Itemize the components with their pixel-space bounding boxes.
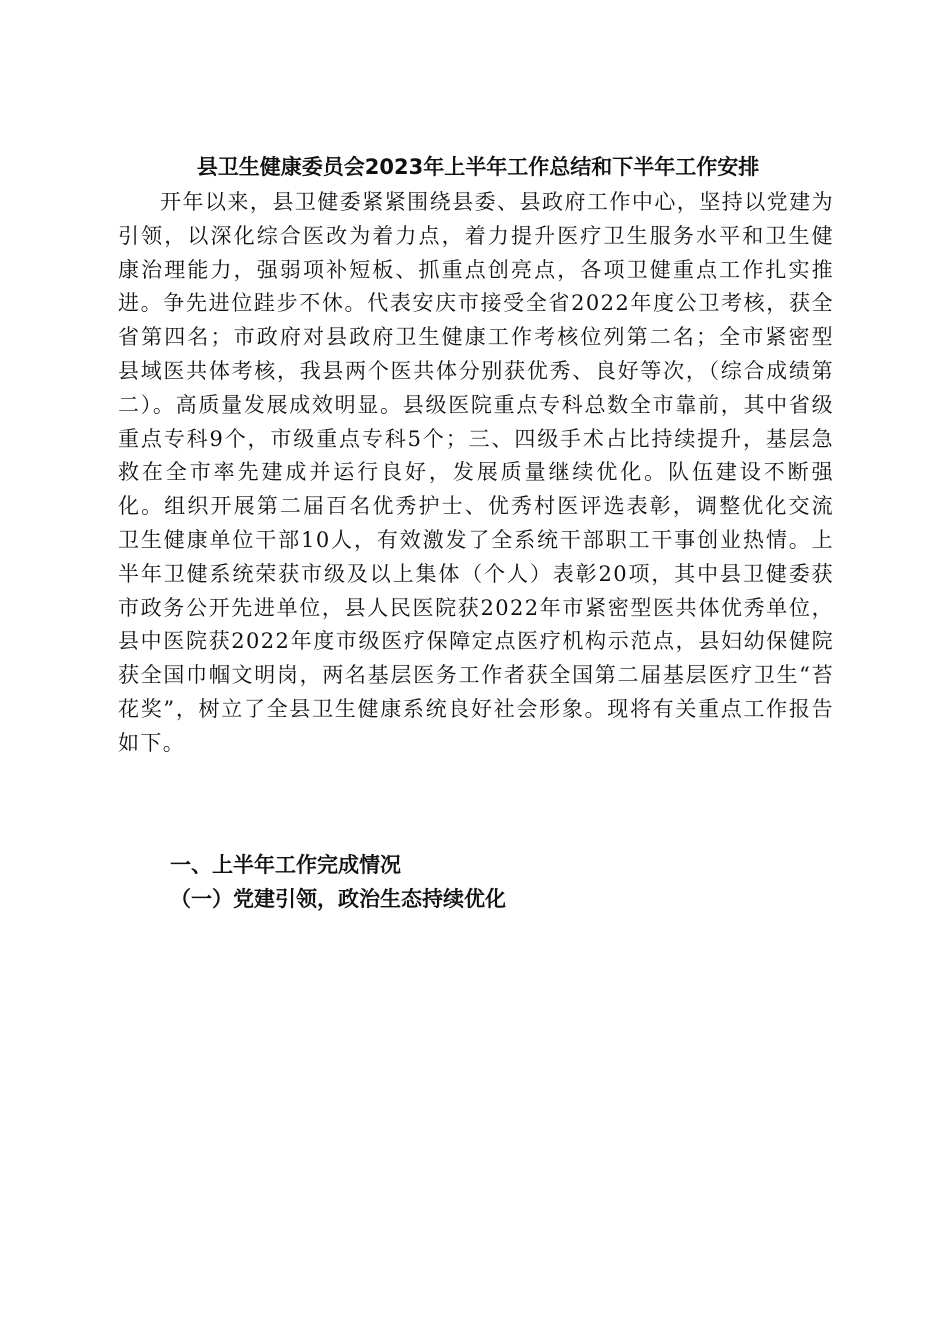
intro-paragraph: 开年以来，县卫健委紧紧围绕县委、县政府工作中心，坚持以党建为引领，以深化综合医改为着力点，着力提升医疗卫生服务水平和卫生健康治理能力，强弱项补短板、抓重点创亮点，各项卫健重点工作扎实推进。争先进位跬步不休。代表安庆市接受全省2022年度公卫考核，获全省第四名；市政府对县政府卫生健康工作考核位列第二名；全市紧密型县域医共体考核，我县两个医共体分别获优秀、良好等次，（综合成绩第二）。高质量发展成效明显。县级医院重点专科总数全市靠前，其中省级重点专科9个，市级重点专科5个；三、四级手术占比持续提升，基层急救在全市率先建成并运行良好，发展质量继续优化。队伍建设不断强化。组织开展第二届百名优秀护士、优秀村医评选表彰，调整优化交流卫生健康单位干部10人，有效激发了全系统干部职工干事创业热情。上半年卫健系统荣获市级及以上集体（个人）表彰20项，其中县卫健委获市政务公开先进单位，县人民医院获2022年市紧密型医共体优秀单位，县中医院获2022年度市级医疗保障定点医疗机构示范点，县妇幼保健院获全国巾帼文明岗，两名基层医务工作者获全国第二届基层医疗卫生“苔花奖”，树立了全县卫生健康系统良好社会形象。现将有关重点工作报告如下。 xyxy=(118,190,834,755)
subsection-heading: （一）党建引领，政治生态持续优化 xyxy=(170,887,506,911)
document-title: 县卫生健康委员会2023年上半年工作总结和下半年工作安排 xyxy=(196,155,760,179)
section-heading: 一、上半年工作完成情况 xyxy=(170,853,401,877)
